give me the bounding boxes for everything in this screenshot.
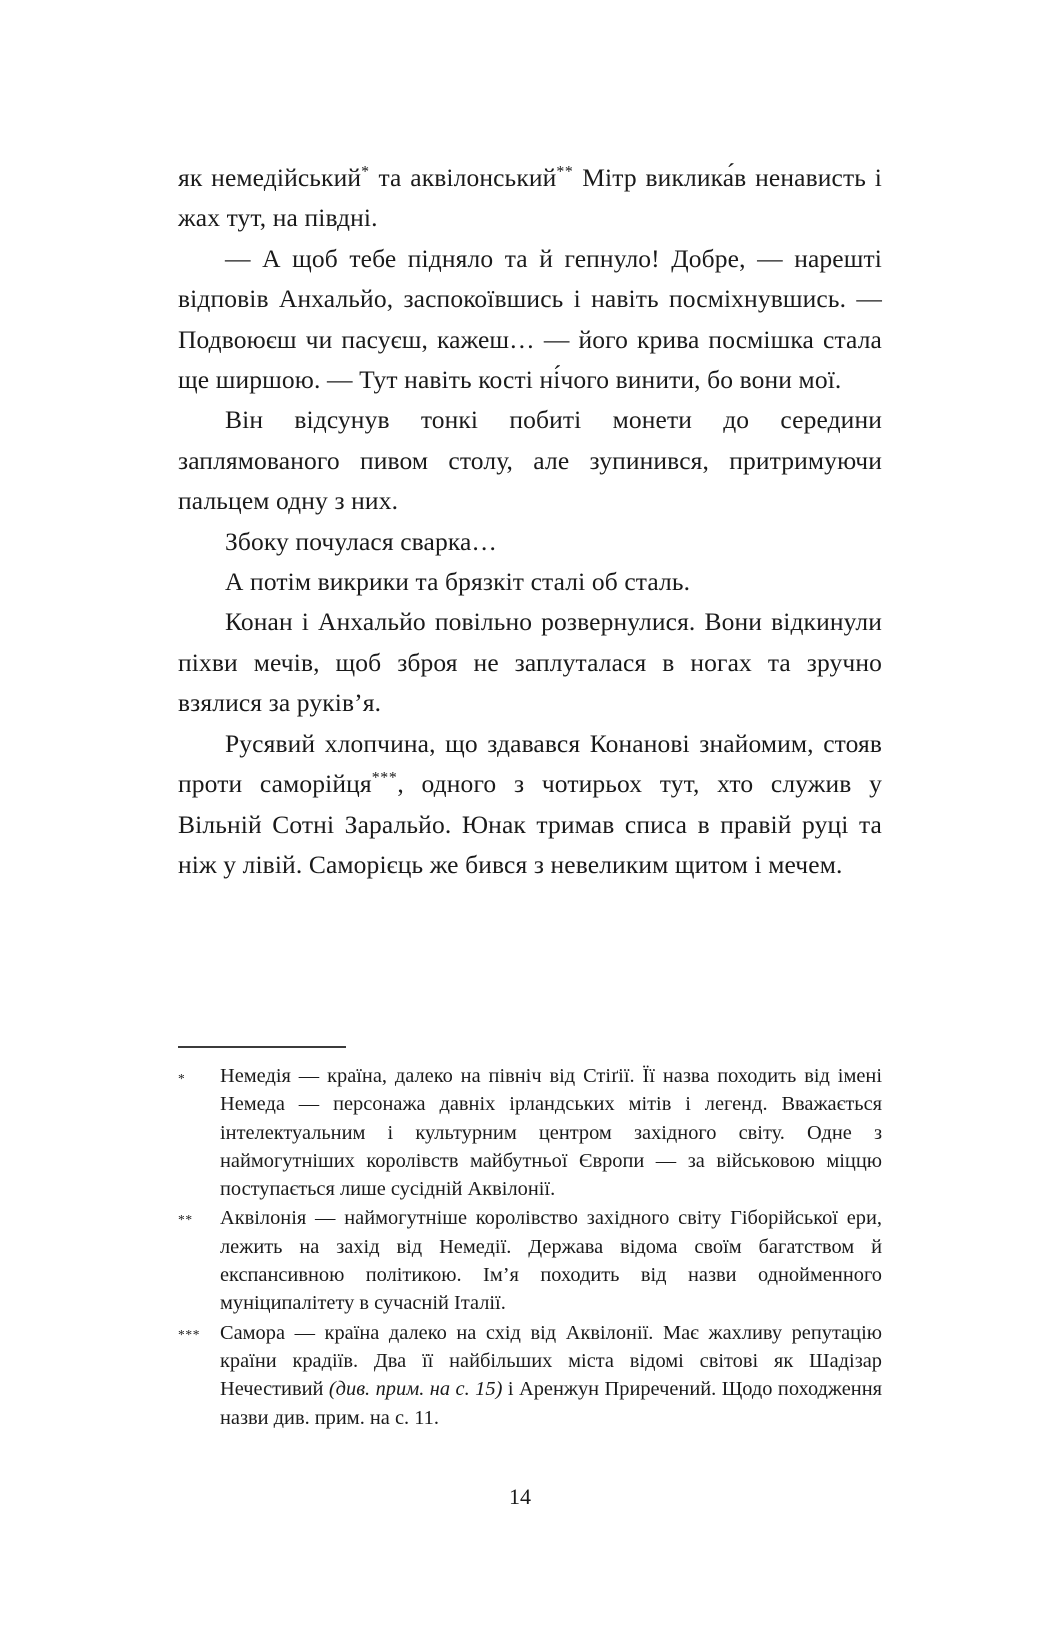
footnote-text-2: Аквілонія — наймогутніше королівство західного світу Гіборійської ери, лежить на захід від Немедії. Держава відома своїм багатством й експансивною політикою. Ім’я походить від назви однойменного муніципалітету в сучасній Італії. [220, 1207, 882, 1315]
paragraph-text-part: Мітр виклика́в ненависть і жах тут, на півдні. [178, 163, 882, 233]
footnote-marker-3: *** [178, 1326, 201, 1342]
footnote-ref-2[interactable]: ** [556, 163, 574, 181]
footnote-separator-rule [178, 1046, 346, 1048]
paragraph-continued [178, 158, 882, 239]
paragraph-fair-haired-youth [178, 724, 882, 886]
footnote-ref-1[interactable]: * [361, 163, 370, 181]
main-text-block [178, 158, 882, 885]
footnote-item-1 [178, 1062, 882, 1203]
paragraph-dialogue-anhalyo: — А щоб тебе підняло та й гепнуло! Добре, — нарешті відповів Анхальйо, заспокоївшись і навіть посміхнувшись. — Подвоюєш чи пасуєш, кажеш… — його крива посмішка стала ще ширшою. — Тут навіть кості ні́чого винити, бо вони мої. [178, 243, 882, 395]
footnote-text-3b: і Аренжун Приречений. Щодо походження назви див. прим. на с. 11. [220, 1378, 883, 1429]
paragraph-text-part: , одного з чотирьох тут, хто служив у Вільній Сотні Заральйо. Юнак тримав списа в правій руці та ніж у лівій. Саморієць же бився з невеликим щитом і мечем. [178, 769, 882, 879]
footnote-cross-reference: (див. прим. на с. 15) [328, 1378, 503, 1401]
paragraph-text-part: Русявий хлопчина, що здавався Конанові знайомим, стояв проти саморійця [178, 728, 882, 799]
footnote-text-1: Немедія — країна, далеко на північ від Стіґії. Її назва походить від імені Немеда — персонажа давніх ірландських мітів і легенд. Вважається інтелектуальним і культурним центром західного світу. Одне з наймогутніших королівств майбутньої Європи — за військовою міццю поступається лише сусідній Аквілонії. [220, 1065, 882, 1201]
footnote-marker-2: ** [178, 1212, 193, 1228]
paragraph-text-part: та аквілонський [369, 163, 557, 192]
paragraph-shouts: А потім викрики та брязкіт сталі об сталь. [225, 567, 691, 597]
footnote-text-3a: Самора — країна далеко на схід від Аквілонії. Має жахливу репутацію країни крадіїв. Два її найбільших міста відомі світові як Шадізар Нечестивий [220, 1321, 882, 1401]
paragraph-quarrel: Збоку почулася сварка… [225, 526, 498, 556]
paragraph-text-part: як немедійський [178, 163, 362, 192]
footnote-ref-3[interactable]: *** [371, 769, 398, 787]
footnote-item-3 [178, 1319, 882, 1432]
footnote-block [178, 1046, 882, 1433]
page-number: 14 [509, 1484, 531, 1509]
footnote-marker-1: * [178, 1071, 186, 1086]
paragraph-conan-turn: Конан і Анхальйо повільно розвернулися. Вони відкинули піхви мечів, щоб зброя не заплуталася в ногах та зручно взялися за руків’я. [178, 607, 882, 718]
paragraph-coins: Він відсунув тонкі побиті монети до середини заплямованого пивом столу, але зупинився, притримуючи пальцем одну з них. [178, 405, 882, 516]
footnote-item-2 [178, 1204, 882, 1317]
